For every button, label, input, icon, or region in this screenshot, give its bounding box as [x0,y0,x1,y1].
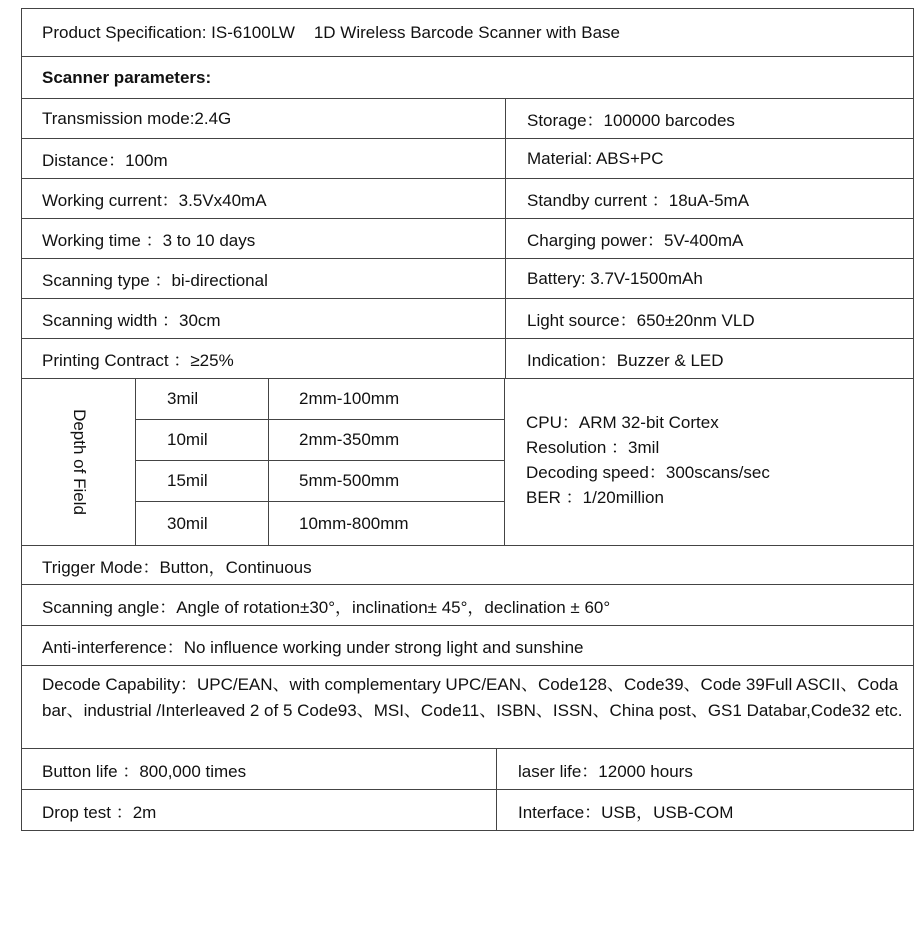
header-label: Product Specification: [42,22,207,42]
scanning-angle: Scanning angle：Angle of rotation±30°，inclination± 45°，declination ± 60° [42,597,611,617]
trigger-mode: Trigger Mode：Button，Continuous [42,557,312,577]
depth-of-field-section [21,379,914,546]
depth-of-field-title-cell [22,379,136,545]
resolution-spec: Resolution ：3mil [526,438,660,457]
spec-row [21,790,914,831]
spec-right: Light source：650±20nm VLD [505,299,913,338]
spec-right: Battery: 3.7V-1500mAh [505,259,913,298]
spec-right: laser life：12000 hours [496,749,913,789]
spec-row [21,139,914,179]
dof-row [136,379,505,420]
anti-interference: Anti-interference：No influence working under strong light and sunshine [42,638,584,657]
dof-row [136,502,505,545]
spec-right: Indication：Buzzer & LED [505,339,913,378]
spec-left: Printing Contract ：≥25% [42,351,234,370]
dof-mil: 30mil [136,502,269,545]
section-title-row [21,57,914,99]
trigger-mode-row [21,546,914,585]
product-name: 1D Wireless Barcode Scanner with Base [313,22,620,42]
dof-range: 2mm-350mm [269,420,505,460]
spec-row [21,179,914,219]
decoding-speed-spec: Decoding speed：300scans/sec [526,463,770,482]
spec-row [21,299,914,339]
spec-right: Material: ABS+PC [505,139,913,178]
scanning-angle-row [21,585,914,626]
spec-left: Scanning width ：30cm [42,311,221,330]
dof-mil: 10mil [136,420,269,460]
section-title: Scanner parameters: [42,67,212,87]
processor-specs [505,379,913,545]
dof-range: 2mm-100mm [269,379,505,419]
spec-right: Storage：100000 barcodes [505,99,913,138]
cpu-spec: CPU：ARM 32-bit Cortex [526,413,719,432]
spec-left: Transmission mode:2.4G [42,108,232,128]
decode-capability: Decode Capability：UPC/EAN、with complementary UPC/EAN、Code128、Code39、Code 39Full ASCII、Coda bar、industrial /Interleaved 2 of 5 Code93、MSI、Code11、ISBN、ISSN、China post、GS1 Databar,Code32 etc. [21,666,914,749]
spec-row [21,749,914,790]
spec-row [21,99,914,139]
dof-range: 5mm-500mm [269,461,505,501]
spec-right: Interface：USB，USB-COM [496,790,913,830]
spec-row [21,219,914,259]
spec-left: Working time ：3 to 10 days [42,231,256,250]
spec-left: Distance：100m [42,151,168,170]
header-cell [22,9,913,56]
spec-left: Drop test ：2m [42,802,157,822]
dof-range: 10mm-800mm [269,502,505,545]
ber-spec: BER ：1/20million [526,488,664,507]
spec-left: Scanning type ：bi-directional [42,271,268,290]
spec-left: Working current：3.5Vx40mA [42,191,267,210]
dof-row [136,461,505,502]
header-row [21,8,914,57]
spec-right: Charging power：5V-400mA [505,219,913,258]
dof-mil: 15mil [136,461,269,501]
spec-row [21,339,914,379]
spec-right: Standby current ：18uA-5mA [505,179,913,218]
spec-row [21,259,914,299]
spec-table [21,8,914,831]
dof-mil: 3mil [136,379,269,419]
depth-of-field-title: Depth of Field [69,409,89,515]
anti-interference-row [21,626,914,666]
dof-row [136,420,505,461]
spec-left: Button life ：800,000 times [42,761,247,781]
depth-of-field-grid [136,379,505,545]
model-number: IS-6100LW [211,22,295,42]
